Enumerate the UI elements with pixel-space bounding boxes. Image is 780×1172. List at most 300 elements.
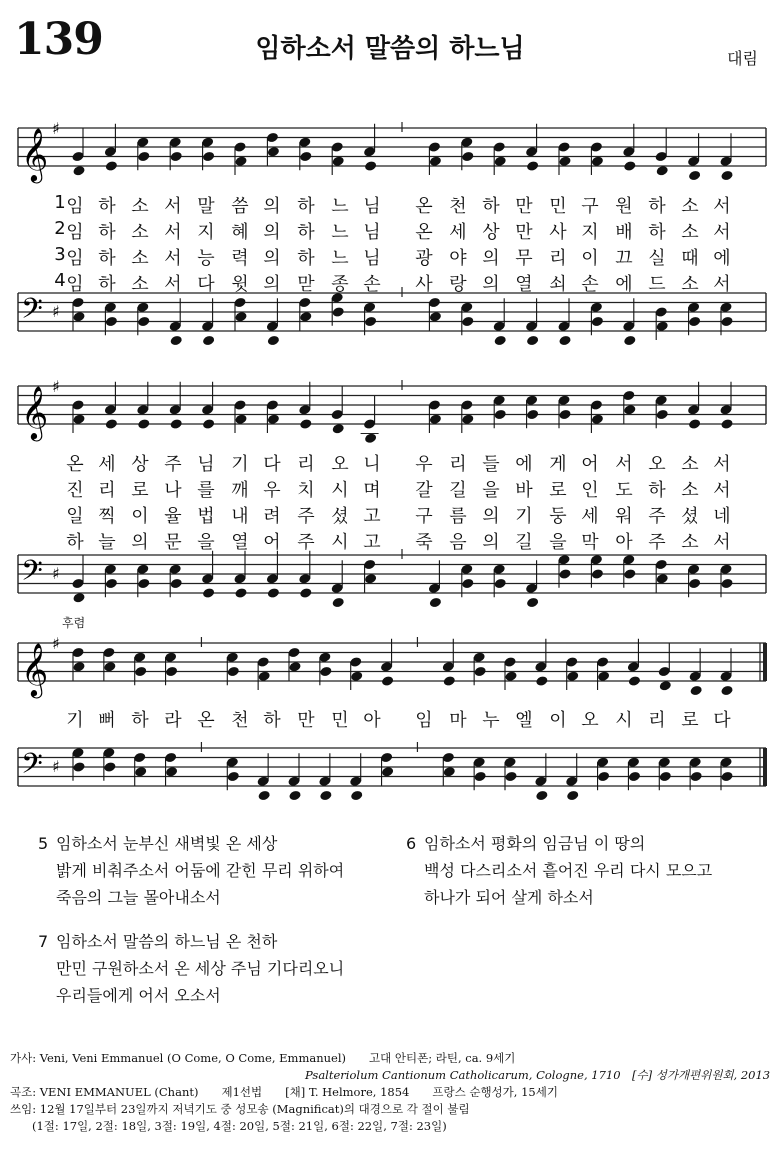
note-head-lower xyxy=(202,418,215,430)
note-head-lower xyxy=(72,661,85,673)
lyric-syllable: 손 xyxy=(363,274,381,295)
lyric-syllable: 의 xyxy=(263,248,281,269)
note-head-lower xyxy=(350,790,363,802)
lyric-syllable: 주 xyxy=(164,454,182,475)
clef-symbol: 𝄞 xyxy=(21,642,49,696)
lyric-syllable: 뻐 xyxy=(98,710,116,731)
note-head-lower xyxy=(526,335,539,347)
note-head-lower xyxy=(202,587,215,599)
note-head-lower xyxy=(299,587,312,599)
note-head-lower xyxy=(535,675,548,687)
lyric-syllable: 소 xyxy=(681,196,699,217)
note-head-lower xyxy=(429,155,442,167)
lyric-syllable: 라 xyxy=(164,710,182,731)
lyric-syllable: 에 xyxy=(515,454,533,475)
note-head-lower xyxy=(234,311,247,323)
note-head-lower xyxy=(558,568,571,580)
note-head-lower xyxy=(170,335,183,347)
key-signature-sharp: ♯ xyxy=(52,119,60,138)
note-head-lower xyxy=(103,761,116,773)
note-head-lower xyxy=(267,335,280,347)
lyric-syllable: 서 xyxy=(615,454,633,475)
lyric-syllable: 리 xyxy=(449,454,467,475)
lyric-syllable: 고 xyxy=(363,532,381,553)
lyric-syllable: 원 xyxy=(615,196,633,217)
lyric-syllable: 천 xyxy=(231,710,249,731)
treble-staff-1 xyxy=(0,118,780,188)
clef-symbol: 𝄞 xyxy=(21,385,49,439)
note-head-lower xyxy=(267,413,280,425)
verse-number: 3 xyxy=(54,244,66,265)
note-head-lower xyxy=(443,675,456,687)
note-head-lower xyxy=(137,418,150,430)
lyric-syllable: 법 xyxy=(197,506,215,527)
note-head-lower xyxy=(688,316,701,328)
note-head-lower xyxy=(623,404,636,416)
lyric-syllable: 시 xyxy=(331,480,349,501)
note-head-lower xyxy=(473,771,486,783)
lyric-syllable: 소 xyxy=(681,480,699,501)
lyric-syllable: 주 xyxy=(297,532,315,553)
lyric-syllable: 엘 xyxy=(515,710,533,731)
note-head-lower xyxy=(535,790,548,802)
lyric-syllable: 셨 xyxy=(681,506,699,527)
lyric-line xyxy=(0,502,780,528)
lyric-syllable: 서 xyxy=(713,222,731,243)
note-head-lower xyxy=(526,597,539,609)
note-head-lower xyxy=(461,316,474,328)
credit-source: Psalteriolum Cantionum Catholicarum, Cologne, 1710 [수] 성가개편위원회, 2013 xyxy=(305,1068,771,1082)
lyric-line xyxy=(0,450,780,476)
note-head-lower xyxy=(137,316,150,328)
note-head-lower xyxy=(656,573,669,585)
lyric-syllable: 소 xyxy=(131,196,149,217)
note-head-lower xyxy=(105,316,118,328)
lyric-syllable: 혜 xyxy=(231,222,249,243)
note-head-lower xyxy=(165,766,178,778)
lyric-syllable: 상 xyxy=(482,222,500,243)
note-head-lower xyxy=(299,151,312,163)
lyric-syllable: 임 xyxy=(415,710,433,731)
lyric-syllable: 길 xyxy=(515,532,533,553)
treble-staff-3 xyxy=(0,633,780,703)
note-head-lower xyxy=(364,160,377,172)
note-head-lower xyxy=(299,418,312,430)
hymn-number: 139 xyxy=(14,14,103,65)
lyric-syllable: 느 xyxy=(331,196,349,217)
note-head-lower xyxy=(659,680,672,692)
note-head-lower xyxy=(319,666,332,678)
verse-line: 임하소서 평화의 임금님 이 땅의 xyxy=(424,834,646,853)
lyric-syllable: 임 xyxy=(66,222,84,243)
lyric-syllable: 의 xyxy=(263,196,281,217)
clef-symbol: 𝄞 xyxy=(21,127,49,181)
lyric-syllable: 소 xyxy=(681,532,699,553)
lyric-syllable: 리 xyxy=(549,248,567,269)
note-head-lower xyxy=(134,666,147,678)
lyric-syllable: 들 xyxy=(482,454,500,475)
verse-line: 우리들에게 어서 오소서 xyxy=(56,986,221,1005)
verse-number: 7 xyxy=(38,932,49,951)
hymn-title: 임하소서 말씀의 하느님 xyxy=(255,34,525,64)
lyric-syllable: 서 xyxy=(164,222,182,243)
note-head-lower xyxy=(504,771,517,783)
lyric-syllable: 을 xyxy=(549,532,567,553)
lyric-syllable: 게 xyxy=(549,454,567,475)
lyric-syllable: 오 xyxy=(648,454,666,475)
note-head-lower xyxy=(137,151,150,163)
lyric-syllable: 리 xyxy=(648,710,666,731)
note-head-lower xyxy=(105,160,118,172)
lyric-syllable: 세 xyxy=(98,454,116,475)
lyric-syllable: 서 xyxy=(164,274,182,295)
lyric-syllable: 니 xyxy=(363,454,381,475)
note-head-lower xyxy=(566,670,579,682)
note-head-lower xyxy=(526,409,539,421)
note-head-lower xyxy=(461,578,474,590)
lyric-syllable: 바 xyxy=(515,480,533,501)
lyric-syllable: 리 xyxy=(98,480,116,501)
note-head-lower xyxy=(461,151,474,163)
lyric-syllable: 실 xyxy=(648,248,666,269)
key-signature-sharp: ♯ xyxy=(52,302,60,321)
note-head-lower xyxy=(591,413,604,425)
lyric-syllable: 서 xyxy=(713,454,731,475)
note-head-lower xyxy=(332,306,345,318)
note-head-lower xyxy=(72,165,85,177)
lyric-syllable: 의 xyxy=(482,532,500,553)
lyric-syllable: 하 xyxy=(648,196,666,217)
lyric-syllable: 기 xyxy=(231,454,249,475)
lyric-syllable: 종 xyxy=(331,274,349,295)
note-head-lower xyxy=(628,675,641,687)
verse-number: 4 xyxy=(54,270,66,291)
note-head-lower xyxy=(688,418,701,430)
lyric-syllable: 서 xyxy=(164,196,182,217)
lyric-syllable: 온 xyxy=(66,454,84,475)
lyric-syllable: 아 xyxy=(363,710,381,731)
note-head-lower xyxy=(105,578,118,590)
credits xyxy=(10,1050,770,1135)
lyric-syllable: 율 xyxy=(164,506,182,527)
lyric-syllable: 름 xyxy=(449,506,467,527)
verse-number: 2 xyxy=(54,218,66,239)
lyric-syllable: 천 xyxy=(449,196,467,217)
note-head-lower xyxy=(689,771,702,783)
lyric-syllable: 의 xyxy=(131,532,149,553)
final-thick-barline xyxy=(763,643,767,681)
lyric-syllable: 의 xyxy=(482,506,500,527)
note-head-lower xyxy=(319,790,332,802)
lyric-syllable: 을 xyxy=(482,480,500,501)
lyric-syllable: 치 xyxy=(297,480,315,501)
verse-5 xyxy=(38,830,345,911)
lyric-syllable: 력 xyxy=(231,248,249,269)
note-head-lower xyxy=(494,409,507,421)
note-head-lower xyxy=(558,409,571,421)
lyric-syllable: 서 xyxy=(713,274,731,295)
note-head-lower xyxy=(299,311,312,323)
lyric-syllable: 깨 xyxy=(231,480,249,501)
note-head-lower xyxy=(526,160,539,172)
credit-days: (1절: 17일, 2절: 18일, 3절: 19일, 4절: 20일, 5절: 21일, 6절: 22일, 7절: 23일) xyxy=(32,1119,447,1133)
note-head-lower xyxy=(170,151,183,163)
note-head-lower xyxy=(364,316,377,328)
note-head-lower xyxy=(429,311,442,323)
lyric-syllable: 주 xyxy=(297,506,315,527)
note-head-lower xyxy=(170,578,183,590)
bass-staff-3 xyxy=(0,738,780,808)
lyric-syllable: 막 xyxy=(581,532,599,553)
lyric-syllable: 하 xyxy=(648,480,666,501)
lyric-syllable: 로 xyxy=(549,480,567,501)
lyric-syllable: 임 xyxy=(66,248,84,269)
lyric-line xyxy=(0,270,780,296)
lyric-syllable: 말 xyxy=(197,196,215,217)
lyric-line xyxy=(0,244,780,270)
note-head-lower xyxy=(72,413,85,425)
note-head-lower xyxy=(105,418,118,430)
key-signature-sharp: ♯ xyxy=(52,757,60,776)
note-head-lower xyxy=(381,675,394,687)
verse-line: 만민 구원하소서 온 세상 주님 기다리오니 xyxy=(56,959,345,978)
lyric-syllable: 하 xyxy=(482,196,500,217)
note-head-lower xyxy=(656,409,669,421)
lyric-syllable: 도 xyxy=(615,480,633,501)
lyric-syllable: 하 xyxy=(98,222,116,243)
lyric-syllable: 임 xyxy=(66,274,84,295)
lyric-syllable: 하 xyxy=(263,710,281,731)
note-head-lower xyxy=(72,311,85,323)
lyric-syllable: 다 xyxy=(263,454,281,475)
lyric-syllable: 이 xyxy=(131,506,149,527)
note-head-lower xyxy=(623,568,636,580)
lyric-syllable: 하 xyxy=(131,710,149,731)
lyric-syllable: 하 xyxy=(297,222,315,243)
note-head-lower xyxy=(429,597,442,609)
key-signature-sharp: ♯ xyxy=(52,377,60,396)
verse-number: 6 xyxy=(406,834,417,853)
note-head-lower xyxy=(170,418,183,430)
lyric-syllable: 네 xyxy=(713,506,731,527)
lyric-syllable: 민 xyxy=(331,710,349,731)
lyric-syllable: 손 xyxy=(581,274,599,295)
note-head-lower xyxy=(227,666,240,678)
lyric-syllable: 이 xyxy=(581,248,599,269)
lyric-syllable: 주 xyxy=(648,532,666,553)
treble-staff-2 xyxy=(0,376,780,446)
note-head-lower xyxy=(234,587,247,599)
note-head-lower xyxy=(257,790,270,802)
lyric-syllable: 다 xyxy=(713,710,731,731)
lyric-syllable: 무 xyxy=(515,248,533,269)
refrain-label: 후렴 xyxy=(62,616,86,630)
lyric-syllable: 진 xyxy=(66,480,84,501)
lyric-syllable: 길 xyxy=(449,480,467,501)
lyric-syllable: 오 xyxy=(581,710,599,731)
note-head-lower xyxy=(558,155,571,167)
note-head-lower xyxy=(720,578,733,590)
lyric-syllable: 의 xyxy=(263,222,281,243)
note-head-lower xyxy=(623,160,636,172)
season-label: 대림 xyxy=(727,49,758,68)
lyric-syllable: 서 xyxy=(713,196,731,217)
note-head-lower xyxy=(504,670,517,682)
key-signature-sharp: ♯ xyxy=(52,564,60,583)
note-head-lower xyxy=(628,771,641,783)
lyric-line xyxy=(0,192,780,218)
lyric-syllable: 만 xyxy=(515,196,533,217)
lyric-syllable: 마 xyxy=(449,710,467,731)
lyric-syllable: 님 xyxy=(363,248,381,269)
note-head-lower xyxy=(720,771,733,783)
note-head-lower xyxy=(332,155,345,167)
note-head-lower xyxy=(165,666,178,678)
credit-lyrics: 가사: Veni, Veni Emmanuel (O Come, O Come, Emmanuel) 고대 안티폰; 라틴, ca. 9세기 xyxy=(10,1051,516,1065)
lyric-syllable: 누 xyxy=(482,710,500,731)
credit-tune: 곡조: VENI EMMANUEL (Chant) 제1선법 [채] T. Helmore, 1854 프랑스 순행성가, 15세기 xyxy=(10,1085,558,1099)
lyric-syllable: 서 xyxy=(713,480,731,501)
verse-line: 백성 다스리소서 흩어진 우리 다시 모으고 xyxy=(424,861,713,880)
lyric-syllable: 임 xyxy=(66,196,84,217)
lyric-syllable: 님 xyxy=(363,222,381,243)
note-head-lower xyxy=(591,568,604,580)
lyric-syllable: 아 xyxy=(615,532,633,553)
lyric-syllable: 열 xyxy=(231,532,249,553)
lyric-syllable: 하 xyxy=(98,274,116,295)
lyric-syllable: 소 xyxy=(131,222,149,243)
note-head-lower xyxy=(381,766,394,778)
lyric-syllable: 능 xyxy=(197,248,215,269)
lyric-syllable: 님 xyxy=(197,454,215,475)
note-head-lower xyxy=(234,413,247,425)
lyric-syllable: 하 xyxy=(297,248,315,269)
lyric-syllable: 리 xyxy=(297,454,315,475)
verse-7 xyxy=(38,928,345,1009)
lyric-syllable: 만 xyxy=(515,222,533,243)
note-head-lower xyxy=(350,670,363,682)
lyric-syllable: 사 xyxy=(415,274,433,295)
lyric-syllable: 죽 xyxy=(415,532,433,553)
lyric-syllable: 소 xyxy=(681,274,699,295)
note-head-lower xyxy=(257,670,270,682)
lyric-syllable: 에 xyxy=(615,274,633,295)
note-head-lower xyxy=(473,666,486,678)
clef-symbol: 𝄢 xyxy=(21,292,43,333)
lyric-syllable: 끄 xyxy=(615,248,633,269)
lyric-syllable: 기 xyxy=(515,506,533,527)
key-signature-sharp: ♯ xyxy=(52,634,60,653)
lyric-syllable: 내 xyxy=(231,506,249,527)
lyric-syllable: 느 xyxy=(331,222,349,243)
lyric-syllable: 서 xyxy=(164,248,182,269)
lyric-syllable: 만 xyxy=(297,710,315,731)
lyric-syllable: 둥 xyxy=(549,506,567,527)
lyric-syllable: 소 xyxy=(681,222,699,243)
note-head-lower xyxy=(688,170,701,182)
note-head-lower xyxy=(720,170,733,182)
lyric-syllable: 온 xyxy=(197,710,215,731)
note-head-lower xyxy=(494,578,507,590)
lyric-syllable: 의 xyxy=(263,274,281,295)
lyric-syllable: 드 xyxy=(648,274,666,295)
note-head-lower xyxy=(461,413,474,425)
lyric-syllable: 광 xyxy=(415,248,433,269)
lyric-syllable: 소 xyxy=(681,454,699,475)
note-head-lower xyxy=(558,335,571,347)
note-head-lower xyxy=(656,165,669,177)
lyric-syllable: 구 xyxy=(415,506,433,527)
note-head-lower xyxy=(656,320,669,332)
lyric-syllable: 열 xyxy=(515,274,533,295)
bass-staff-2 xyxy=(0,545,780,615)
note-head-lower xyxy=(443,766,456,778)
note-head-lower xyxy=(720,316,733,328)
note-head-lower xyxy=(597,771,610,783)
note-head-lower xyxy=(234,155,247,167)
lyric-syllable: 소 xyxy=(131,274,149,295)
verse-number: 1 xyxy=(54,192,66,213)
lyric-syllable: 소 xyxy=(131,248,149,269)
note-head-lower xyxy=(227,771,240,783)
note-head-lower xyxy=(202,151,215,163)
lyric-syllable: 늘 xyxy=(98,532,116,553)
lyric-syllable: 다 xyxy=(197,274,215,295)
lyric-syllable: 하 xyxy=(297,196,315,217)
note-head-lower xyxy=(288,790,301,802)
lyric-syllable: 려 xyxy=(263,506,281,527)
lyric-syllable: 세 xyxy=(449,222,467,243)
lyric-syllable: 때 xyxy=(681,248,699,269)
lyric-syllable: 지 xyxy=(581,222,599,243)
lyric-syllable: 느 xyxy=(331,248,349,269)
verse-6 xyxy=(406,830,713,911)
lyric-syllable: 를 xyxy=(197,480,215,501)
note-head-lower xyxy=(202,335,215,347)
lyric-syllable: 을 xyxy=(197,532,215,553)
lyric-syllable: 어 xyxy=(581,454,599,475)
note-head-lower xyxy=(566,790,579,802)
note-head-lower xyxy=(659,771,672,783)
lyric-syllable: 지 xyxy=(197,222,215,243)
note-head-lower xyxy=(267,587,280,599)
lyric-syllable: 쇠 xyxy=(549,274,567,295)
note-head-lower xyxy=(429,413,442,425)
note-head-lower xyxy=(332,423,345,435)
note-head-lower xyxy=(72,592,85,604)
lyric-syllable: 음 xyxy=(449,532,467,553)
clef-symbol: 𝄢 xyxy=(21,747,43,788)
lyric-syllable: 랑 xyxy=(449,274,467,295)
note-head-lower xyxy=(137,578,150,590)
lyric-syllable: 어 xyxy=(263,532,281,553)
verse-line: 하나가 되어 살게 하소서 xyxy=(424,888,594,907)
note-head-lower xyxy=(103,661,116,673)
lyric-syllable: 나 xyxy=(164,480,182,501)
lyric-syllable: 에 xyxy=(713,248,731,269)
lyric-syllable: 오 xyxy=(331,454,349,475)
lyric-syllable: 의 xyxy=(482,248,500,269)
note-head-lower xyxy=(494,335,507,347)
lyric-syllable: 갈 xyxy=(415,480,433,501)
verse-line: 임하소서 눈부신 새벽빛 온 세상 xyxy=(56,834,278,853)
note-head-lower xyxy=(591,316,604,328)
lyric-syllable: 사 xyxy=(549,222,567,243)
note-head-lower xyxy=(597,670,610,682)
lyric-syllable: 온 xyxy=(415,222,433,243)
lyric-syllable: 하 xyxy=(648,222,666,243)
lyric-syllable: 이 xyxy=(549,710,567,731)
